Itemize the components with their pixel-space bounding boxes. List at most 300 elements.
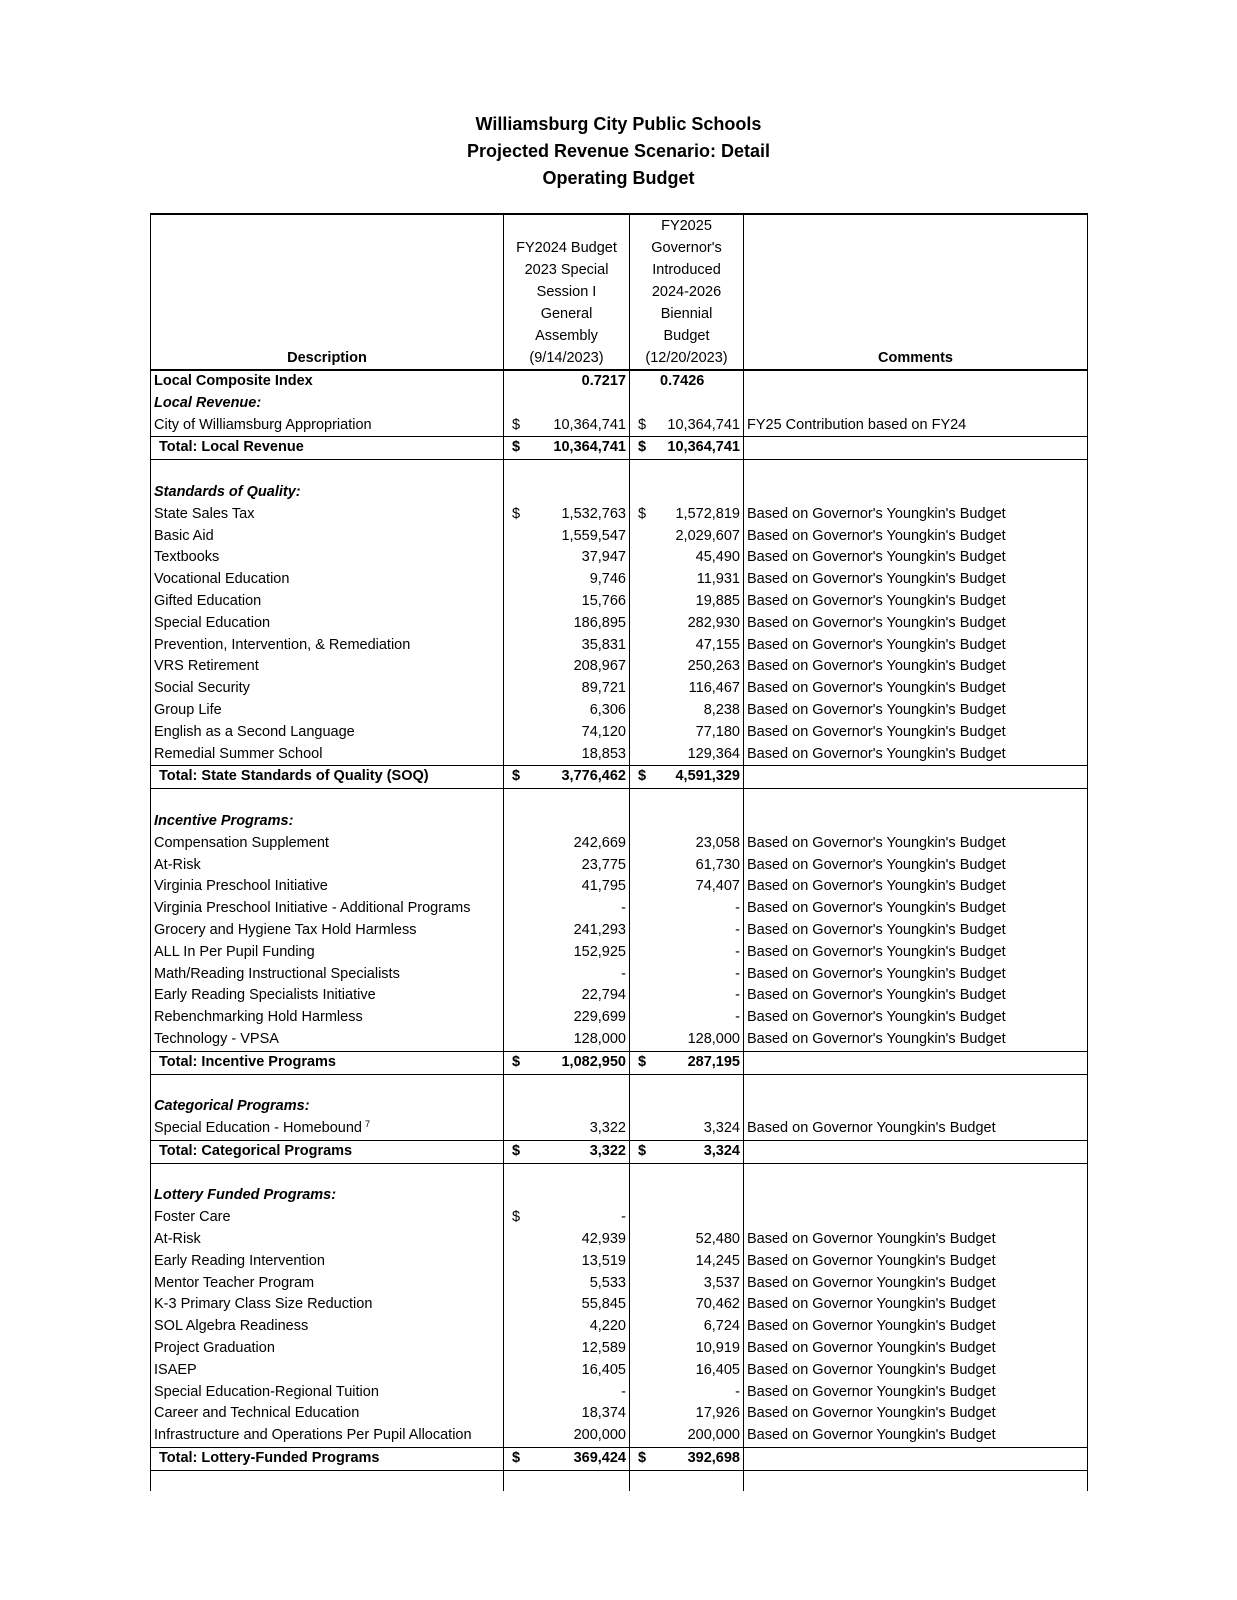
fy24-cell bbox=[504, 1382, 630, 1404]
amount: 19,885 bbox=[695, 592, 740, 609]
comment-cell: Based on Governor's Youngkin's Budget bbox=[744, 547, 1088, 569]
table-row bbox=[151, 1273, 1088, 1295]
amount: 369,424 bbox=[573, 1450, 626, 1467]
total-fy25 bbox=[630, 1448, 744, 1471]
table-row bbox=[151, 591, 1088, 613]
fy25-cell bbox=[630, 656, 744, 678]
row-label bbox=[151, 985, 504, 1007]
total-fy24 bbox=[504, 766, 630, 789]
total-fy24 bbox=[504, 1140, 630, 1163]
empty-cell bbox=[504, 789, 630, 811]
amount: 116,467 bbox=[688, 680, 740, 697]
amount: 287,195 bbox=[687, 1053, 740, 1070]
empty-cell bbox=[630, 1470, 744, 1491]
empty-cell bbox=[630, 460, 744, 482]
row-label bbox=[151, 678, 504, 700]
amount: 2,029,607 bbox=[675, 527, 740, 544]
header-description: Description bbox=[151, 214, 504, 370]
amount: 3,322 bbox=[589, 1120, 626, 1137]
row-label-text: Mentor Teacher Program bbox=[154, 1274, 315, 1291]
comment-cell: Based on Governor Youngkin's Budget bbox=[744, 1229, 1088, 1251]
comment-cell: Based on Governor Youngkin's Budget bbox=[744, 1360, 1088, 1382]
empty-cell bbox=[151, 789, 504, 811]
amount: 129,364 bbox=[687, 745, 740, 762]
fy24-cell bbox=[504, 1338, 630, 1360]
incentive-section-heading bbox=[151, 811, 1088, 833]
row-label bbox=[151, 920, 504, 942]
header-fy2025: FY2025 Governor's Introduced 2024-2026 Biennial Budget (12/20/2023) bbox=[630, 214, 744, 370]
row-label bbox=[151, 1360, 504, 1382]
amount: 18,374 bbox=[581, 1405, 626, 1422]
comment-cell: FY25 Contribution based on FY24 bbox=[744, 415, 1088, 437]
amount: 23,058 bbox=[695, 834, 740, 851]
comment-cell: Based on Governor's Youngkin's Budget bbox=[744, 678, 1088, 700]
amount: 61,730 bbox=[695, 856, 740, 873]
row-label-text: SOL Algebra Readiness bbox=[154, 1318, 309, 1335]
comment-cell: Based on Governor's Youngkin's Budget bbox=[744, 942, 1088, 964]
fy24-cell bbox=[504, 1251, 630, 1273]
row-label-text: VRS Retirement bbox=[154, 658, 259, 675]
amount: 70,462 bbox=[695, 1296, 740, 1313]
empty-cell bbox=[504, 1185, 630, 1207]
row-label-text: Grocery and Hygiene Tax Hold Harmless bbox=[154, 921, 417, 938]
fy24-cell bbox=[504, 415, 630, 437]
row-label-text: Virginia Preschool Initiative - Additional Programs bbox=[154, 900, 471, 917]
row-label bbox=[151, 504, 504, 526]
fy25-cell bbox=[630, 613, 744, 635]
amount: 208,967 bbox=[573, 658, 626, 675]
empty-cell bbox=[744, 1185, 1088, 1207]
amount: 16,405 bbox=[581, 1361, 626, 1378]
fy25-cell bbox=[630, 635, 744, 657]
amount: 74,407 bbox=[695, 878, 740, 895]
table-row bbox=[151, 1007, 1088, 1029]
dollar-sign: $ bbox=[638, 1142, 647, 1159]
fy25-cell bbox=[630, 1294, 744, 1316]
row-label-text: Technology - VPSA bbox=[154, 1030, 279, 1047]
amount: 4,220 bbox=[589, 1318, 626, 1335]
comment-cell: Based on Governor's Youngkin's Budget bbox=[744, 722, 1088, 744]
amount: 22,794 bbox=[581, 987, 626, 1004]
comment-cell: Based on Governor's Youngkin's Budget bbox=[744, 898, 1088, 920]
row-label-text: State Sales Tax bbox=[154, 505, 255, 522]
table-row bbox=[151, 415, 1088, 437]
comment-cell: Based on Governor's Youngkin's Budget bbox=[744, 1007, 1088, 1029]
row-label-text: Early Reading Intervention bbox=[154, 1252, 325, 1269]
report-title: Williamsburg City Public Schools bbox=[475, 114, 762, 134]
fy25-cell bbox=[630, 1403, 744, 1425]
total-fy25 bbox=[630, 1051, 744, 1074]
table-row bbox=[151, 1118, 1088, 1140]
amount: - bbox=[621, 1383, 626, 1400]
fy25-cell bbox=[630, 964, 744, 986]
fy25-cell bbox=[630, 1229, 744, 1251]
comment-cell: Based on Governor's Youngkin's Budget bbox=[744, 985, 1088, 1007]
row-label bbox=[151, 876, 504, 898]
empty-cell bbox=[504, 460, 630, 482]
table-row bbox=[151, 1360, 1088, 1382]
empty-cell bbox=[630, 482, 744, 504]
comment-cell: Based on Governor's Youngkin's Budget bbox=[744, 526, 1088, 548]
table-row bbox=[151, 1229, 1088, 1251]
total-label: Total: Lottery-Funded Programs bbox=[151, 1448, 504, 1471]
comment-cell: Based on Governor's Youngkin's Budget bbox=[744, 591, 1088, 613]
comment-cell: Based on Governor's Youngkin's Budget bbox=[744, 613, 1088, 635]
fy25-cell bbox=[630, 942, 744, 964]
fy24-cell bbox=[504, 1207, 630, 1229]
comment-cell: Based on Governor Youngkin's Budget bbox=[744, 1316, 1088, 1338]
spacer-row bbox=[151, 1074, 1088, 1096]
comment-cell: Based on Governor Youngkin's Budget bbox=[744, 1425, 1088, 1447]
amount: 392,698 bbox=[687, 1450, 740, 1467]
dollar-sign: $ bbox=[512, 505, 521, 522]
row-label-text: K-3 Primary Class Size Reduction bbox=[154, 1296, 373, 1313]
row-label bbox=[151, 700, 504, 722]
dollar-sign: $ bbox=[512, 416, 521, 433]
fy25-cell bbox=[630, 569, 744, 591]
total-fy24 bbox=[504, 1448, 630, 1471]
table-row bbox=[151, 613, 1088, 635]
fy25-cell bbox=[630, 504, 744, 526]
fy24-cell bbox=[504, 547, 630, 569]
row-label bbox=[151, 1316, 504, 1338]
empty-cell bbox=[744, 1074, 1088, 1096]
empty-cell bbox=[744, 1140, 1088, 1163]
empty-cell bbox=[630, 811, 744, 833]
row-label bbox=[151, 1029, 504, 1051]
fy24-cell bbox=[504, 1425, 630, 1447]
categorical-total-row bbox=[151, 1140, 1088, 1163]
amount: - bbox=[735, 965, 740, 982]
amount: 37,947 bbox=[581, 549, 626, 566]
dollar-sign: $ bbox=[638, 439, 647, 456]
fy24-cell bbox=[504, 1316, 630, 1338]
amount: 1,532,763 bbox=[561, 505, 626, 522]
footnote-marker: 7 bbox=[364, 1119, 370, 1130]
empty-cell bbox=[744, 1051, 1088, 1074]
empty-cell bbox=[630, 1185, 744, 1207]
amount: - bbox=[735, 943, 740, 960]
amount: 10,364,741 bbox=[667, 416, 740, 433]
comment-cell: Based on Governor's Youngkin's Budget bbox=[744, 744, 1088, 766]
amount: 186,895 bbox=[573, 614, 626, 631]
table-row bbox=[151, 1029, 1088, 1051]
fy25-cell bbox=[630, 1338, 744, 1360]
report-subtitle-2: Operating Budget bbox=[542, 168, 695, 188]
section-heading: Categorical Programs: bbox=[151, 1096, 504, 1118]
lci-fy24: 0.7217 bbox=[504, 370, 630, 393]
row-label-text: Textbooks bbox=[154, 549, 220, 566]
total-fy24 bbox=[504, 437, 630, 460]
fy25-cell bbox=[630, 1207, 744, 1229]
fy25-cell bbox=[630, 1382, 744, 1404]
amount: 3,537 bbox=[703, 1274, 740, 1291]
amount: 200,000 bbox=[573, 1427, 626, 1444]
row-label-text: Special Education-Regional Tuition bbox=[154, 1383, 379, 1400]
empty-cell bbox=[151, 1074, 504, 1096]
fy24-cell bbox=[504, 964, 630, 986]
empty-cell bbox=[744, 1448, 1088, 1471]
row-label-text: Compensation Supplement bbox=[154, 834, 329, 851]
empty-cell bbox=[744, 437, 1088, 460]
amount: 16,405 bbox=[695, 1361, 740, 1378]
row-label bbox=[151, 744, 504, 766]
fy24-cell bbox=[504, 526, 630, 548]
fy24-cell bbox=[504, 985, 630, 1007]
empty-cell bbox=[504, 393, 630, 415]
fy25-cell bbox=[630, 722, 744, 744]
amount: 10,364,741 bbox=[667, 439, 740, 456]
row-label-text: At-Risk bbox=[154, 1231, 201, 1248]
row-label-text: Gifted Education bbox=[154, 592, 262, 609]
table-header-row bbox=[151, 214, 1088, 370]
row-label-text: City of Williamsburg Appropriation bbox=[154, 416, 372, 433]
comment-cell: Based on Governor Youngkin's Budget bbox=[744, 1382, 1088, 1404]
row-label bbox=[151, 1251, 504, 1273]
comment-cell: Based on Governor's Youngkin's Budget bbox=[744, 504, 1088, 526]
row-label-text: ALL In Per Pupil Funding bbox=[154, 943, 315, 960]
comment-cell: Based on Governor Youngkin's Budget bbox=[744, 1251, 1088, 1273]
dollar-sign: $ bbox=[638, 416, 647, 433]
row-label bbox=[151, 613, 504, 635]
lottery-section-heading bbox=[151, 1185, 1088, 1207]
fy24-cell bbox=[504, 920, 630, 942]
row-label-text: Social Security bbox=[154, 680, 250, 697]
fy24-cell bbox=[504, 613, 630, 635]
row-label bbox=[151, 547, 504, 569]
table-row bbox=[151, 722, 1088, 744]
header-fy2024: FY2024 Budget 2023 Special Session I General Assembly (9/14/2023) bbox=[504, 214, 630, 370]
row-label bbox=[151, 855, 504, 877]
row-label-text: Virginia Preschool Initiative bbox=[154, 878, 328, 895]
table-row bbox=[151, 700, 1088, 722]
empty-cell bbox=[744, 1470, 1088, 1491]
amount: 41,795 bbox=[581, 878, 626, 895]
table-row bbox=[151, 504, 1088, 526]
row-label-text: Career and Technical Education bbox=[154, 1405, 360, 1422]
empty-cell bbox=[744, 482, 1088, 504]
row-label bbox=[151, 1273, 504, 1295]
fy24-cell bbox=[504, 700, 630, 722]
lottery-total-row bbox=[151, 1448, 1088, 1471]
row-label bbox=[151, 1207, 504, 1229]
fy25-cell bbox=[630, 1360, 744, 1382]
table-row bbox=[151, 942, 1088, 964]
incentive-total-row bbox=[151, 1051, 1088, 1074]
fy25-cell bbox=[630, 744, 744, 766]
empty-cell bbox=[504, 1074, 630, 1096]
empty-cell bbox=[504, 1096, 630, 1118]
amount: 35,831 bbox=[581, 636, 626, 653]
row-label-text: Foster Care bbox=[154, 1209, 231, 1226]
fy24-cell bbox=[504, 1403, 630, 1425]
fy25-cell bbox=[630, 1118, 744, 1140]
table-row bbox=[151, 855, 1088, 877]
empty-cell bbox=[504, 1163, 630, 1185]
fy25-cell bbox=[630, 985, 744, 1007]
row-label-text: Early Reading Specialists Initiative bbox=[154, 987, 376, 1004]
table-row bbox=[151, 547, 1088, 569]
total-label: Total: Categorical Programs bbox=[151, 1140, 504, 1163]
comment-cell: Based on Governor Youngkin's Budget bbox=[744, 1294, 1088, 1316]
comment-cell: Based on Governor's Youngkin's Budget bbox=[744, 700, 1088, 722]
comment-cell: Based on Governor Youngkin's Budget bbox=[744, 1338, 1088, 1360]
empty-cell bbox=[744, 766, 1088, 789]
empty-cell bbox=[744, 789, 1088, 811]
table-row bbox=[151, 1338, 1088, 1360]
fy25-cell bbox=[630, 833, 744, 855]
comment-cell: Based on Governor's Youngkin's Budget bbox=[744, 569, 1088, 591]
row-label-text: ISAEP bbox=[154, 1361, 197, 1378]
row-label bbox=[151, 415, 504, 437]
fy25-cell bbox=[630, 898, 744, 920]
comment-cell bbox=[744, 1207, 1088, 1229]
fy24-cell bbox=[504, 1029, 630, 1051]
empty-cell bbox=[504, 811, 630, 833]
amount: 152,925 bbox=[573, 943, 626, 960]
row-label-text: English as a Second Language bbox=[154, 723, 355, 740]
total-label: Total: Local Revenue bbox=[151, 437, 504, 460]
budget-table bbox=[150, 213, 1088, 1491]
table-row bbox=[151, 898, 1088, 920]
table-row bbox=[151, 985, 1088, 1007]
row-label bbox=[151, 964, 504, 986]
report-subtitle: Projected Revenue Scenario: Detail bbox=[466, 141, 771, 161]
amount: 3,776,462 bbox=[561, 768, 626, 785]
fy25-cell bbox=[630, 1251, 744, 1273]
row-label bbox=[151, 1403, 504, 1425]
fy24-cell bbox=[504, 1360, 630, 1382]
fy24-cell bbox=[504, 898, 630, 920]
row-label-text: At-Risk bbox=[154, 856, 201, 873]
amount: 45,490 bbox=[695, 549, 740, 566]
amount: - bbox=[621, 1209, 626, 1226]
empty-cell bbox=[504, 482, 630, 504]
table-row bbox=[151, 1425, 1088, 1447]
amount: 282,930 bbox=[687, 614, 740, 631]
amount: 23,775 bbox=[581, 856, 626, 873]
local-total-row bbox=[151, 437, 1088, 460]
row-label bbox=[151, 1382, 504, 1404]
section-heading: Standards of Quality: bbox=[151, 482, 504, 504]
table-row bbox=[151, 1382, 1088, 1404]
table-row bbox=[151, 744, 1088, 766]
spacer-row bbox=[151, 1163, 1088, 1185]
comment-cell: Based on Governor's Youngkin's Budget bbox=[744, 833, 1088, 855]
amount: - bbox=[735, 921, 740, 938]
amount: 10,364,741 bbox=[553, 416, 626, 433]
fy25-cell bbox=[630, 1029, 744, 1051]
amount: 200,000 bbox=[687, 1427, 740, 1444]
amount: 47,155 bbox=[695, 636, 740, 653]
row-label bbox=[151, 898, 504, 920]
local-section-heading bbox=[151, 393, 1088, 415]
table-row bbox=[151, 1316, 1088, 1338]
table-row bbox=[151, 964, 1088, 986]
fy24-cell bbox=[504, 504, 630, 526]
empty-cell bbox=[504, 1470, 630, 1491]
amount: 5,533 bbox=[589, 1274, 626, 1291]
empty-cell bbox=[630, 1163, 744, 1185]
fy24-cell bbox=[504, 855, 630, 877]
comment-cell: Based on Governor Youngkin's Budget bbox=[744, 1118, 1088, 1140]
fy25-cell bbox=[630, 1425, 744, 1447]
amount: - bbox=[735, 1009, 740, 1026]
dollar-sign: $ bbox=[512, 1450, 521, 1467]
amount: - bbox=[621, 900, 626, 917]
amount: 229,699 bbox=[573, 1009, 626, 1026]
table-row bbox=[151, 526, 1088, 548]
amount: 128,000 bbox=[687, 1030, 740, 1047]
fy24-cell bbox=[504, 876, 630, 898]
fy25-cell bbox=[630, 700, 744, 722]
fy25-cell bbox=[630, 876, 744, 898]
row-label bbox=[151, 942, 504, 964]
amount: 13,519 bbox=[581, 1252, 626, 1269]
empty-cell bbox=[630, 393, 744, 415]
amount: - bbox=[621, 965, 626, 982]
total-fy24 bbox=[504, 1051, 630, 1074]
amount: 55,845 bbox=[581, 1296, 626, 1313]
empty-cell bbox=[151, 1163, 504, 1185]
total-fy25 bbox=[630, 437, 744, 460]
amount: 241,293 bbox=[573, 921, 626, 938]
row-label bbox=[151, 1118, 504, 1140]
fy24-cell bbox=[504, 1273, 630, 1295]
amount: 42,939 bbox=[581, 1231, 626, 1248]
empty-cell bbox=[744, 1096, 1088, 1118]
comment-cell: Based on Governor Youngkin's Budget bbox=[744, 1403, 1088, 1425]
fy25-cell bbox=[630, 591, 744, 613]
row-label-text: Project Graduation bbox=[154, 1340, 275, 1357]
fy25-cell bbox=[630, 547, 744, 569]
fy24-cell bbox=[504, 569, 630, 591]
amount: 10,364,741 bbox=[553, 439, 626, 456]
row-label bbox=[151, 833, 504, 855]
amount: 8,238 bbox=[703, 701, 740, 718]
fy25-cell bbox=[630, 1316, 744, 1338]
comment-cell: Based on Governor Youngkin's Budget bbox=[744, 1273, 1088, 1295]
fy24-cell bbox=[504, 942, 630, 964]
row-label-text: Vocational Education bbox=[154, 571, 290, 588]
fy24-cell bbox=[504, 656, 630, 678]
report-title-block bbox=[0, 111, 1237, 192]
amount: 11,931 bbox=[696, 571, 740, 588]
header-comments: Comments bbox=[744, 214, 1088, 370]
amount: - bbox=[735, 900, 740, 917]
amount: 250,263 bbox=[687, 658, 740, 675]
table-row bbox=[151, 656, 1088, 678]
empty-cell bbox=[630, 789, 744, 811]
table-row bbox=[151, 920, 1088, 942]
spacer-row bbox=[151, 789, 1088, 811]
section-heading: Lottery Funded Programs: bbox=[151, 1185, 504, 1207]
soq-section-heading bbox=[151, 482, 1088, 504]
amount: 17,926 bbox=[695, 1405, 740, 1422]
section-heading: Local Revenue: bbox=[151, 393, 504, 415]
amount: 10,919 bbox=[695, 1340, 740, 1357]
row-label bbox=[151, 569, 504, 591]
dollar-sign: $ bbox=[512, 439, 521, 456]
soq-total-row bbox=[151, 766, 1088, 789]
amount: 74,120 bbox=[581, 723, 626, 740]
amount: 3,324 bbox=[703, 1142, 740, 1159]
table-row bbox=[151, 876, 1088, 898]
table-row bbox=[151, 1403, 1088, 1425]
row-label-text: Basic Aid bbox=[154, 527, 214, 544]
comment-cell: Based on Governor's Youngkin's Budget bbox=[744, 855, 1088, 877]
empty-cell bbox=[744, 1163, 1088, 1185]
